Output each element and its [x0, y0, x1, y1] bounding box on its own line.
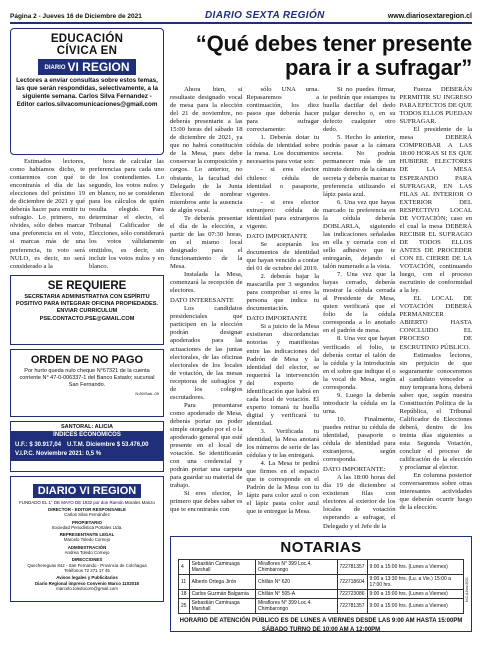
- sidebar-article: [10, 158, 164, 271]
- sidebar-paragraph: Estimados lectores, como habíamos dicho, te contaremos con qué te encontrarás el día de las elecciones del próximo 19 de diciembre de 2021 y qué deberás hacer para emitir tu sufragio. Lo primero, no olvides, sólo debes marcar una preferencia en el voto, si marcas más de una preferencia, tu voto será NULO, es decir, no será considerado a la: [10, 158, 85, 270]
- santoral: SANTORAL: ALICIA: [61, 423, 113, 430]
- address-label: DIRECCIONES: [71, 557, 103, 563]
- article-paragraph: El presidente de la mesa DEBERÁ COMPROBAR A LAS 18:00 HORAS SI ES QUE HUBIERE ELECTORES DE LA MESA ESPERANDO PARA SUFRAGAR, EN LAS FILAS AL INTERIOR O EXTERIOR DEL RESPECTIVO LOCAL DE VOTACIÓN; caso en el cual la mesa DEBERÁ RECIBIR EL SUFRAGIO DE TODOS ELLOS ANTES DE PROCEDER CON EL CIERRE DE LA VOTACIÓN, continuando luego, con el proceso escrutinio de conformidad a la ley.: [399, 126, 472, 295]
- founded-text: FUNDADO EL 1° DE MAYO DE 1932 por don Ramón Morales Manzo: [19, 499, 155, 505]
- article-paragraph: Si eres elector, lo primero que debes saber es que te encontrarás con: [170, 490, 243, 514]
- staff-logo: [33, 484, 141, 498]
- notaria-address: Chillán N° 505-A: [256, 590, 337, 599]
- article-paragraph: DATO INTERESANTE: [170, 297, 234, 305]
- notaria-name: Alberto Ortega Jirón: [189, 575, 255, 590]
- notaria-day: 25: [179, 599, 190, 614]
- article-paragraph: 5. Hecho lo anterior, podrás pasar a la cámara secreta. No podrás permanecer más de un minuto dentro de la cámara secreta y deberás marcar tu preferencia utilizando el lápiz pasta azul.: [323, 134, 396, 198]
- legal-name: Marcelo Toledo Cornejo: [63, 537, 111, 543]
- page-header: [10, 10, 472, 24]
- staff-box: [10, 476, 164, 602]
- staff-logo-text: VI REGION: [79, 484, 137, 497]
- paper-name: DIARIO SEXTA REGIÓN: [204, 10, 325, 21]
- economic-indicators-box: [10, 421, 164, 472]
- notarias-side-code: N.C.A.Nov.2021: [465, 577, 469, 603]
- notaria-hours: 9:00 a 15:00 hrs. (Lunes a Viernes): [367, 560, 463, 575]
- table-row: [179, 560, 464, 575]
- article-body: [170, 86, 472, 532]
- article-paragraph: A las 18:00 horas del día 19 de diciembre si existieran filas con electores al exterior de los locales de votación esperando a sufragar, el Delegado y el Jefe de la: [323, 474, 396, 530]
- article-paragraph: Si no puedes firmar, te pedirán que estampes tu huella dactilar del dedo pulgar derecho o, en su defecto cualquier otro dedo.: [323, 86, 396, 134]
- article-paragraph: Te deberás presentar el día de la elección, a partir de las 07:30 horas, en el mismo local designado para el funcionamiento de la Mesa.: [170, 214, 243, 271]
- notaria-phone: 722781357: [337, 560, 367, 575]
- email-link[interactable]: marcelo.toledocorn@gmail.com: [56, 585, 118, 591]
- uf-value: U.F.: $ 30.917,04: [15, 441, 62, 448]
- notaria-hours: 9:00 a 15:00 hrs. (Lunes a Viernes): [367, 590, 463, 599]
- notaria-phone: 722781357: [337, 599, 367, 614]
- table-row: [179, 575, 464, 590]
- address-text: Quechereguas 842 - San Fernando - Provincia de Colchagua: [27, 562, 147, 568]
- article-paragraph: - si eres elector extranjero: cédula de identidad para extranjeros vigente.: [246, 198, 319, 230]
- table-row: [179, 599, 464, 614]
- article-column-2: [247, 86, 320, 532]
- notaria-phone: 722723086: [337, 590, 367, 599]
- article-paragraph: DATO IMPORTANTE: [246, 315, 308, 323]
- sidebar-column-2: [89, 158, 164, 271]
- notaria-name: Carlos Guzmán Balgarnia: [189, 590, 255, 599]
- legal-label: REPRESENTANTE LEGAL: [59, 532, 115, 538]
- page-info: Página 2 - Jueves 16 de Diciembre de 2021: [10, 13, 142, 20]
- notarias-hours-weekday: HORARIO DE ATENCIÓN PÚBLICO ES DE LUNES A VIERNES DESDE LAS 9:00 AM HASTA 15:00PM: [179, 618, 463, 624]
- indicators-values: [11, 439, 163, 461]
- notaria-hours: 9:00 a 15:00 hrs. (Lunes a Viernes): [367, 599, 463, 614]
- phone-text: Teléfonos 72 271 17 45: [64, 567, 110, 573]
- notarias-footer: [171, 617, 471, 635]
- notaria-address: Chillán N° 620: [256, 575, 337, 590]
- logo-prefix: DIARIO: [44, 64, 66, 71]
- notaria-day: 4: [179, 560, 190, 575]
- notaria-name: Sebastián Camiruaga Marshall: [189, 560, 255, 575]
- article-paragraph: Si a juicio de la Mesa existieran discordancias notorias y manifiestas entre las indicaciones del Padrón de Mesa y la identidad del elector, se requerirá la intervención del experto de identificación que habrá en cada local de votación. El experto tomará tu huella digital y verificará tu identidad.: [246, 323, 319, 427]
- article-paragraph: 1. Deberás dotar tu cédula de identidad sobre la mesa. Los documentos necesarios para votar son:: [246, 134, 319, 166]
- article-paragraph: 7. Una vez que la hayas cerrado, deberás mostrar la cédula cerrada al Presidente de Mesa, quien verificará que el folio de la cédula corresponda a lo anotado en el padrón de mesa.: [323, 271, 396, 335]
- headline-line1: “Qué debes tener presente: [195, 31, 472, 56]
- table-row: [179, 590, 464, 599]
- director-label: DIRECTOR - EDITOR RESPONSABLE: [48, 506, 126, 512]
- article-paragraph: Se aceptarán los documentos de identidad que hayan vencido a contar del 01 de octubre del 2019.: [246, 240, 319, 273]
- article-paragraph: Fuerza DEBERÁN PERMITIR SU INGRESO PARA EFECTOS DE QUE TODOS ELLOS PUEDAN SUFRAGAR.: [399, 86, 472, 126]
- article-paragraph: - si eres elector chileno: cédula de identidad o pasaporte, vigentes.: [246, 166, 319, 198]
- civic-education-box: [10, 28, 164, 155]
- civic-title-line1: EDUCACIÓN: [50, 33, 124, 45]
- article-paragraph: 3. Verificada tu identidad, la Mesa anotará los números de serie de las cédulas y te las entregará.: [246, 427, 319, 460]
- staff-logo-prefix: DIARIO: [37, 484, 77, 497]
- sidebar-column-1: [10, 158, 85, 271]
- article-paragraph: Para presentarse como apoderado de Mesa, deberás portar un poder simple otorgado por el o la apoderado general que esté presente en el local de votación. Se identificarán con una credencial y podrán portar una carpeta para guardar su material de trabajo.: [170, 401, 243, 490]
- logo-text: VI REGION: [67, 60, 130, 74]
- notarias-box: [170, 536, 472, 632]
- notaria-day: 11: [179, 575, 190, 590]
- article-paragraph: Estimados lectores, sin perjuicio de que seguramente conoceremos al candidato vencedor a muy temprana hora, deberá saber que, según nuestra Constitución Política de la República, el Tribunal Calificador de Elecciones deberá, dentro de los treinta días siguientes a esta Segunda Votación, concluir el proceso de calificación de la elección y proclamar al elector.: [399, 351, 472, 472]
- article-paragraph: 2. deberás bajar la mascarilla por 3 segundos para comprobar si eres la persona que indica tu documentación.: [246, 273, 319, 313]
- article-paragraph: 8. Una vez que hayan verificado el folio, te deberás cortar el talón de la cédula y la introducirás en el sobre que indique el o la vocal de Mesa, según corresponda.: [323, 335, 396, 391]
- sidebar-paragraph: hora de calcular las preferencias para cada uno de los contendientes. Lo segundo, los votos nulos y en blanco, no se consideran para los cálculos de quién resulta elegido. Para determinar el electo, el Tribunal Calificador de Elecciones, sólo considerará los votos válidamente emitidos, es decir, sin incluir los votos nulos y en blanco.: [89, 158, 164, 270]
- article-paragraph: 4. La Mesa te pedirá que firmes en el espacio que te corresponde en el Padrón de la Mesa con tu lápiz para color azul o con el lápiz pasta color azul que te entregue la Mesa.: [246, 460, 319, 516]
- notaria-name: Sebastián Camiruaga Marshall: [189, 599, 255, 614]
- check-notice-code: N:80/Sab.-09: [135, 391, 159, 397]
- notaria-phone: 722718604: [337, 575, 367, 590]
- article-paragraph: Ahora bien, si resultaste designado vocal de mesa para la elección del 21 de noviembre, no deberás presentarte a las 15:00 horas del sábado 18 de diciembre de 2021, ya que no habrá constitución de la Mesa, pues debe conservar la composición y cargos. Lo anterior, no obstante, la facultad del Delegado de la Junta Electoral de nombrar miembros ante la ausencia de algún vocal.: [170, 86, 243, 214]
- notarias-hours-saturday: SÁBADO TURNO DE 10:00 AM A 12:00PM: [261, 627, 381, 633]
- indicators-title: ÍNDICES ECONÓMICOS: [11, 431, 163, 439]
- check-notice-box: [10, 349, 164, 417]
- print-text: Diario Regional impreso Convenio Marco 1102018: [35, 580, 139, 586]
- article-paragraph: En columna posterior conversaremos sobre otras interesantes actividades que deberán ocurrir luego de la elección.: [399, 472, 472, 512]
- notaria-address: Miraflores N° 399 Loc.4. Chimbarongo: [256, 599, 337, 614]
- check-notice-title: ORDEN DE NO PAGO: [30, 353, 144, 366]
- director-name: Carlos Silva Fernández: [64, 512, 110, 518]
- civic-title-line2: CÍVICA EN: [56, 45, 118, 57]
- civic-description: Lectores a enviar consultas sobre estos temas, las que serán respondidas, selectivamente, a la siguiente semana. Carlos Silva Fernandez - Editor carlos.silvacomunicaciones@gmail.com: [15, 77, 159, 108]
- left-sidebar: [10, 28, 164, 632]
- owner-name: Sociedad Periodística Portales Ltda.: [51, 524, 123, 530]
- job-ad-text: SECRETARIA ADMINISTRATIVA CON ESPÍRITU POSITIVO PARA INTEGRAR OFICINA PROPIEDADES. ENVIAR CURRICULUM PSE.CONTACTO.PSE@GMAIL.COM: [15, 293, 159, 322]
- check-notice-text: Por hurto queda nulo cheque N°67321 de la cuenta corriente N° 47-0-006337-1 del Banco Estado; sucursal San Fernando.: [19, 367, 155, 389]
- article-paragraph: 6. Una vez que hayas marcado tu preferencia en la cédula deberás DOBLARLA, siguiendo las indicaciones señaladas en ella y cerrarla con el sello adhesivo que te entregarán, dejando el talón numerado a la vista.: [323, 198, 396, 271]
- headline-line2: para ir a sufragar”: [285, 55, 472, 80]
- notarias-table: [178, 559, 464, 614]
- job-ad-title: SE REQUIERE: [47, 279, 127, 292]
- notices-text: Avisos legales y Publicitarios: [56, 575, 118, 581]
- notaria-hours: 9:00 a 13:30 hrs. (Lu. a Vie.) 15:00 a 17:00 hrs.: [367, 575, 463, 590]
- headline: [170, 32, 472, 80]
- article-paragraph: DATO IMPORTANTE: [246, 232, 308, 240]
- owner-label: PROPIETARIO: [72, 519, 102, 525]
- article-paragraph: 10. Finalmente, puedes retirar tu cédula de identidad, pasaporte o cédula de identidad para extranjeros, según corresponda.: [323, 415, 396, 464]
- article-paragraph: sólo UNA urna. Repasaremos a continuación, los diez pasos que deberás hacer para sufragar correctamente:: [246, 86, 319, 134]
- utm-value: U.T.M. Diciembre $ 53.476,00: [67, 441, 149, 448]
- article-paragraph: EL LOCAL DE VOTACIÓN DEBERÁ PERMANECER ABIERTO HASTA CONCLUIDO EL PROCESO DE ESCRUTINIO PÚBLICO.: [399, 295, 472, 351]
- notaria-address: Miraflores N° 399 Loc.4. Chimbarongo: [256, 560, 337, 575]
- admin-label: ADMINISTRACIÓN: [67, 544, 107, 550]
- article-column-1: [170, 86, 243, 532]
- ipc-value: V.I.P.C. Noviembre 2021: 0,5 %: [15, 450, 102, 457]
- diario-logo: [38, 59, 135, 75]
- article-paragraph: Los candidatos presidenciales que participen en la elección podrán designar apoderados para las actuaciones de las juntas electorales, de las oficinas electorales de los locales de votación, de las mesas receptoras de sufragios y de los colegios escrutadores.: [170, 305, 243, 401]
- article-paragraph: DATO IMPORTANTE:: [323, 466, 386, 474]
- job-ad-box: [10, 275, 164, 345]
- website-link[interactable]: www.diariosextaregion.cl: [387, 13, 472, 20]
- article-paragraph: 9. Luego la deberás introducir la cédula en la urna.: [323, 391, 396, 415]
- article-column-4: [400, 86, 473, 532]
- notarias-title: NOTARIAS: [280, 539, 362, 556]
- notaria-day: 18: [179, 590, 190, 599]
- admin-name: Andrea Toledo Cornejo: [64, 550, 110, 556]
- article-paragraph: Instalada la Mesa, comenzará la recepción de electores.: [170, 271, 243, 295]
- article-column-3: [323, 86, 396, 532]
